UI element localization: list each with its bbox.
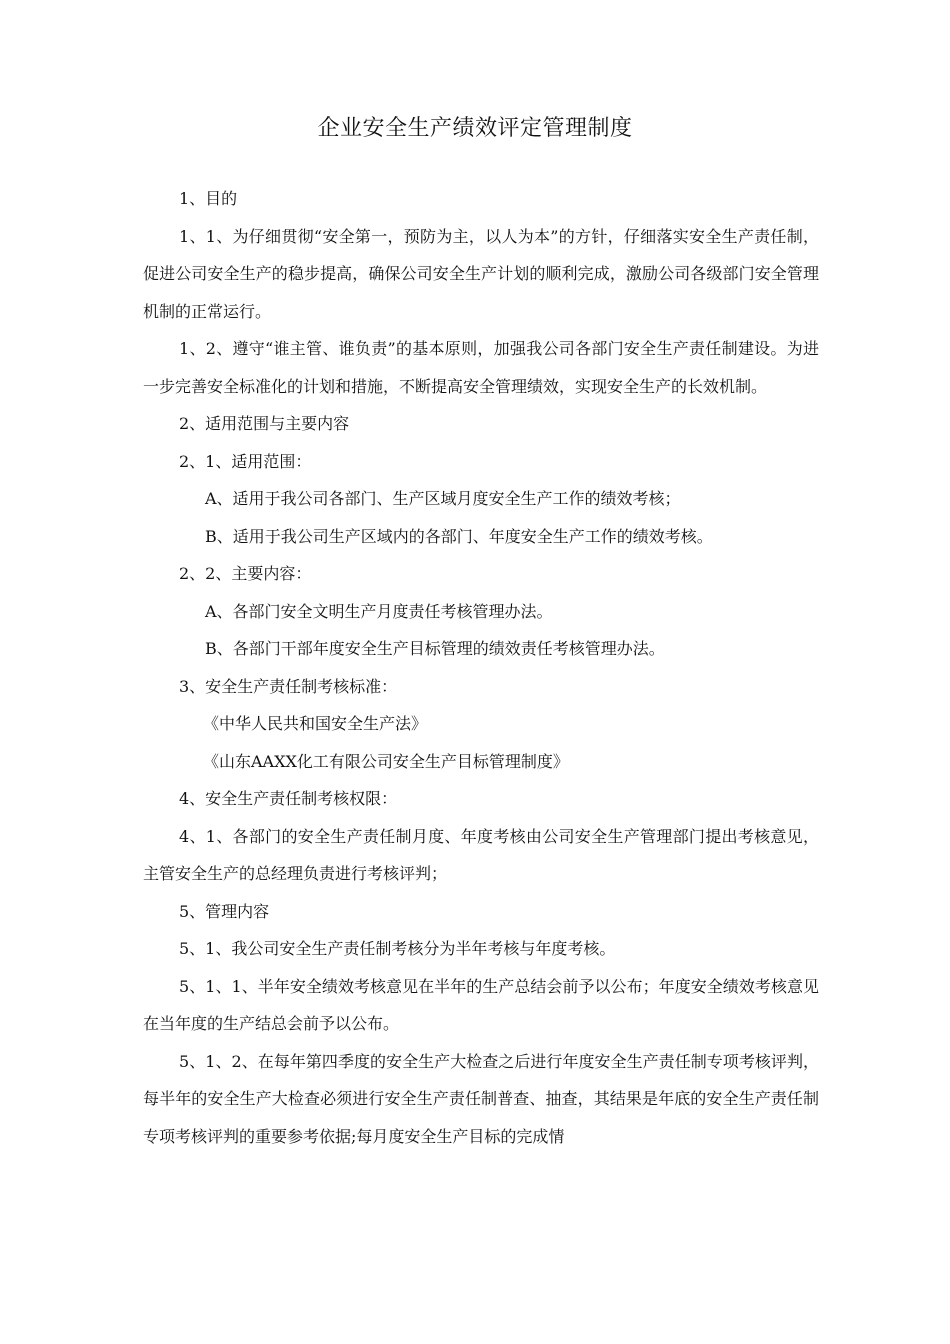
document-body bbox=[143, 180, 819, 1155]
heading-purpose: 1、目的 bbox=[179, 189, 238, 208]
list-item-content-a: A、各部门安全文明生产月度责任考核管理办法。 bbox=[205, 601, 553, 621]
paragraph-5-1-1: 5、1、1、半年安全绩效考核意见在半年的生产总结会前予以公布；年度安全绩效考核意见在当年度的生产结总会前予以公布。 bbox=[143, 976, 819, 1033]
list-item-content-b: B、各部门干部年度安全生产目标管理的绩效责任考核管理办法。 bbox=[205, 639, 665, 658]
heading-authority: 4、安全生产责任制考核权限： bbox=[179, 789, 398, 808]
document-title: 企业安全生产绩效评定管理制度 bbox=[317, 116, 633, 141]
paragraph-4-1: 4、1、各部门的安全生产责任制月度、年度考核由公司安全生产管理部门提出考核意见，主管安全生产的总经理负责进行考核评判； bbox=[143, 826, 819, 883]
heading-management: 5、管理内容 bbox=[179, 901, 270, 921]
paragraph-1-1: 1、1、为仔细贯彻“安全第一，预防为主，以人为本”的方针，仔细落实安全生产责任制，促进公司安全生产的稳步提高，确保公司安全生产计划的顺利完成，激励公司各级部门安全管理机制的正常运行。 bbox=[143, 226, 819, 321]
paragraph-5-1-2: 5、1、2、在每年第四季度的安全生产大检查之后进行年度安全生产责任制专项考核评判，每半年的安全生产大检查必须进行安全生产责任制普查、抽查，其结果是年底的安全生产责任制专项考核评判的重要参考依据;每月度安全生产目标的完成情 bbox=[143, 1051, 819, 1146]
heading-scope: 2、适用范围与主要内容 bbox=[179, 414, 350, 433]
paragraph-5-1: 5、1、我公司安全生产责任制考核分为半年考核与年度考核。 bbox=[179, 939, 616, 958]
reference-safety-law: 《中华人民共和国安全生产法》 bbox=[203, 714, 428, 733]
reference-company-regulation: 《山东AAXX化工有限公司安全生产目标管理制度》 bbox=[203, 751, 569, 771]
list-item-scope-a: A、适用于我公司各部门、生产区域月度安全生产工作的绩效考核； bbox=[205, 489, 681, 508]
list-item-scope-b: B、适用于我公司生产区域内的各部门、年度安全生产工作的绩效考核。 bbox=[205, 526, 713, 546]
paragraph-1-2: 1、2、遵守“谁主管、谁负责”的基本原则，加强我公司各部门安全生产责任制建设。为进一步完善安全标准化的计划和措施，不断提高安全管理绩效，实现安全生产的长效机制。 bbox=[143, 339, 819, 396]
heading-standards: 3、安全生产责任制考核标准： bbox=[179, 676, 398, 696]
subheading-2-2: 2、2、主要内容： bbox=[179, 564, 312, 583]
subheading-2-1: 2、1、适用范围： bbox=[179, 451, 312, 471]
